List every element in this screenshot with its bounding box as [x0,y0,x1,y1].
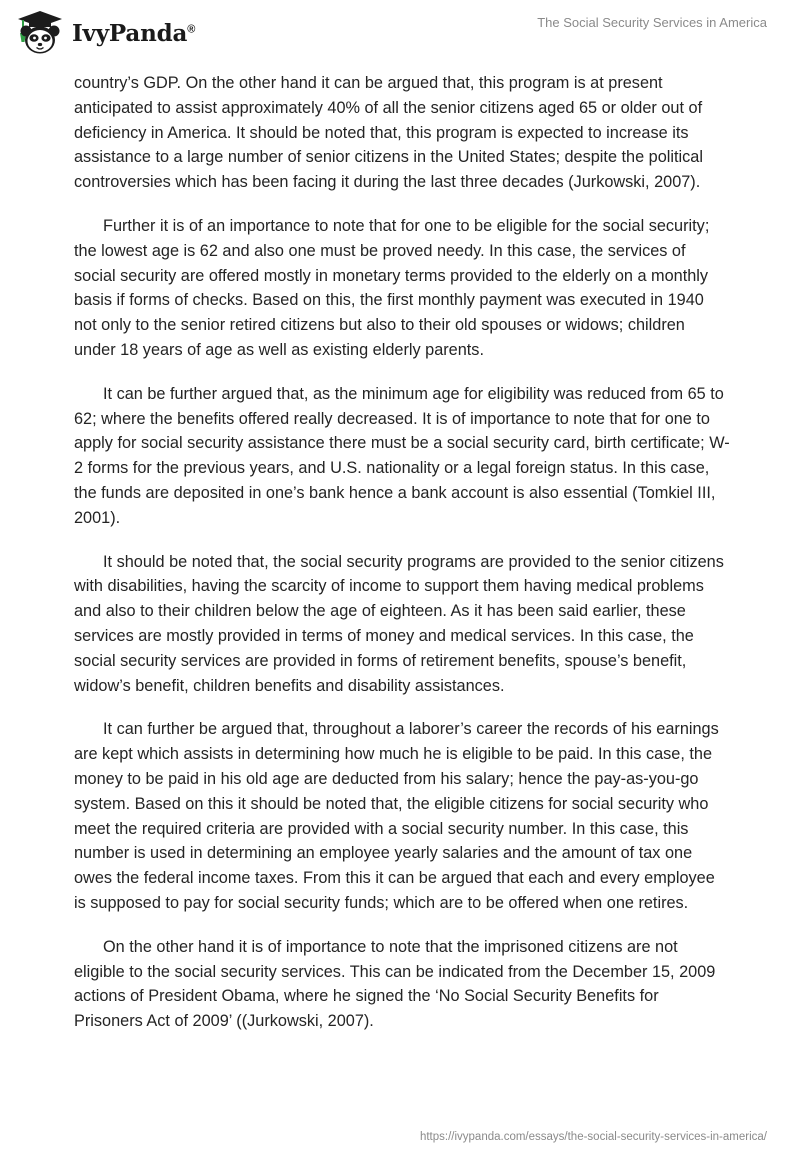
logo-wordmark [72,20,195,47]
paragraph-5: It can further be argued that, throughout a laborer’s career the records of his earnings are kept which assists in determining how much he is eligible to be paid. In this case, the money to be paid in his old age are deducted from his salary; hence the pay-as-you-go system. Based on this it should be noted that, the eligible citizens for social security who meet the required criteria are provided with a social security number. In this case, this number is used in determining an employee yearly salaries and the amount of tax one owes the federal income taxes. From this it can be argued that each and every employee is supposed to pay for social security funds; which are to be offered when one retires. [74,720,719,912]
registered-mark: ® [187,22,196,35]
essay-body [74,71,730,1053]
panda-graduate-icon [14,9,66,57]
paragraph-4: It should be noted that, the social security programs are provided to the senior citizens with disabilities, having the scarcity of income to support them having medical problems and also to their children below the age of eighteen. As it has been said earlier, these services are mostly provided in terms of money and medical services. In this case, the social security services are provided in forms of retirement benefits, spouse’s benefit, widow’s benefit, children benefits and disability assistances. [74,552,724,695]
paragraph-2: Further it is of an importance to note that for one to be eligible for the social security; the lowest age is 62 and also one must be proved needy. In this case, the services of social security are offered mostly in monetary terms provided to the elderly on a monthly basis if forms of checks. Based on this, the first monthly payment was executed in 1940 not only to the senior retired citizens but also to their old spouses or widows; children under 18 years of age as well as existing elderly parents. [74,216,710,359]
brand-name: IvyPanda [72,19,188,47]
ivypanda-logo[interactable] [14,9,195,57]
paragraph-3: It can be further argued that, as the minimum age for eligibility was reduced from 65 to 62; where the benefits offered really decreased. It is of importance to note that for one to apply for social security assistance there must be a social security card, birth certificate; W-2 forms for the previous years, and U.S. nationality or a legal foreign status. In this case, the funds are deposited in one’s bank hence a bank account is also essential (Tomkiel III, 2001). [74,384,730,527]
document-title: The Social Security Services in America [537,15,767,30]
paragraph-1: country’s GDP. On the other hand it can be argued that, this program is at present anticipated to assist approximately 40% of all the senior citizens aged 65 or older out of deficiency in America. It should be noted that, this program is expected to increase its assistance to a large number of senior citizens in the United States; despite the political controversies which has been facing it during the last three decades (Jurkowski, 2007). [74,74,703,192]
source-url-link[interactable]: https://ivypanda.com/essays/the-social-security-services-in-america/ [419,1131,767,1143]
paragraph-6: On the other hand it is of importance to note that the imprisoned citizens are not eligible to the social security services. This can be indicated from the December 15, 2009 actions of President Obama, where he signed the ‘No Social Security Benefits for Prisoners Act of 2009’ ((Jurkowski, 2007). [74,937,716,1031]
page-header [0,0,800,64]
